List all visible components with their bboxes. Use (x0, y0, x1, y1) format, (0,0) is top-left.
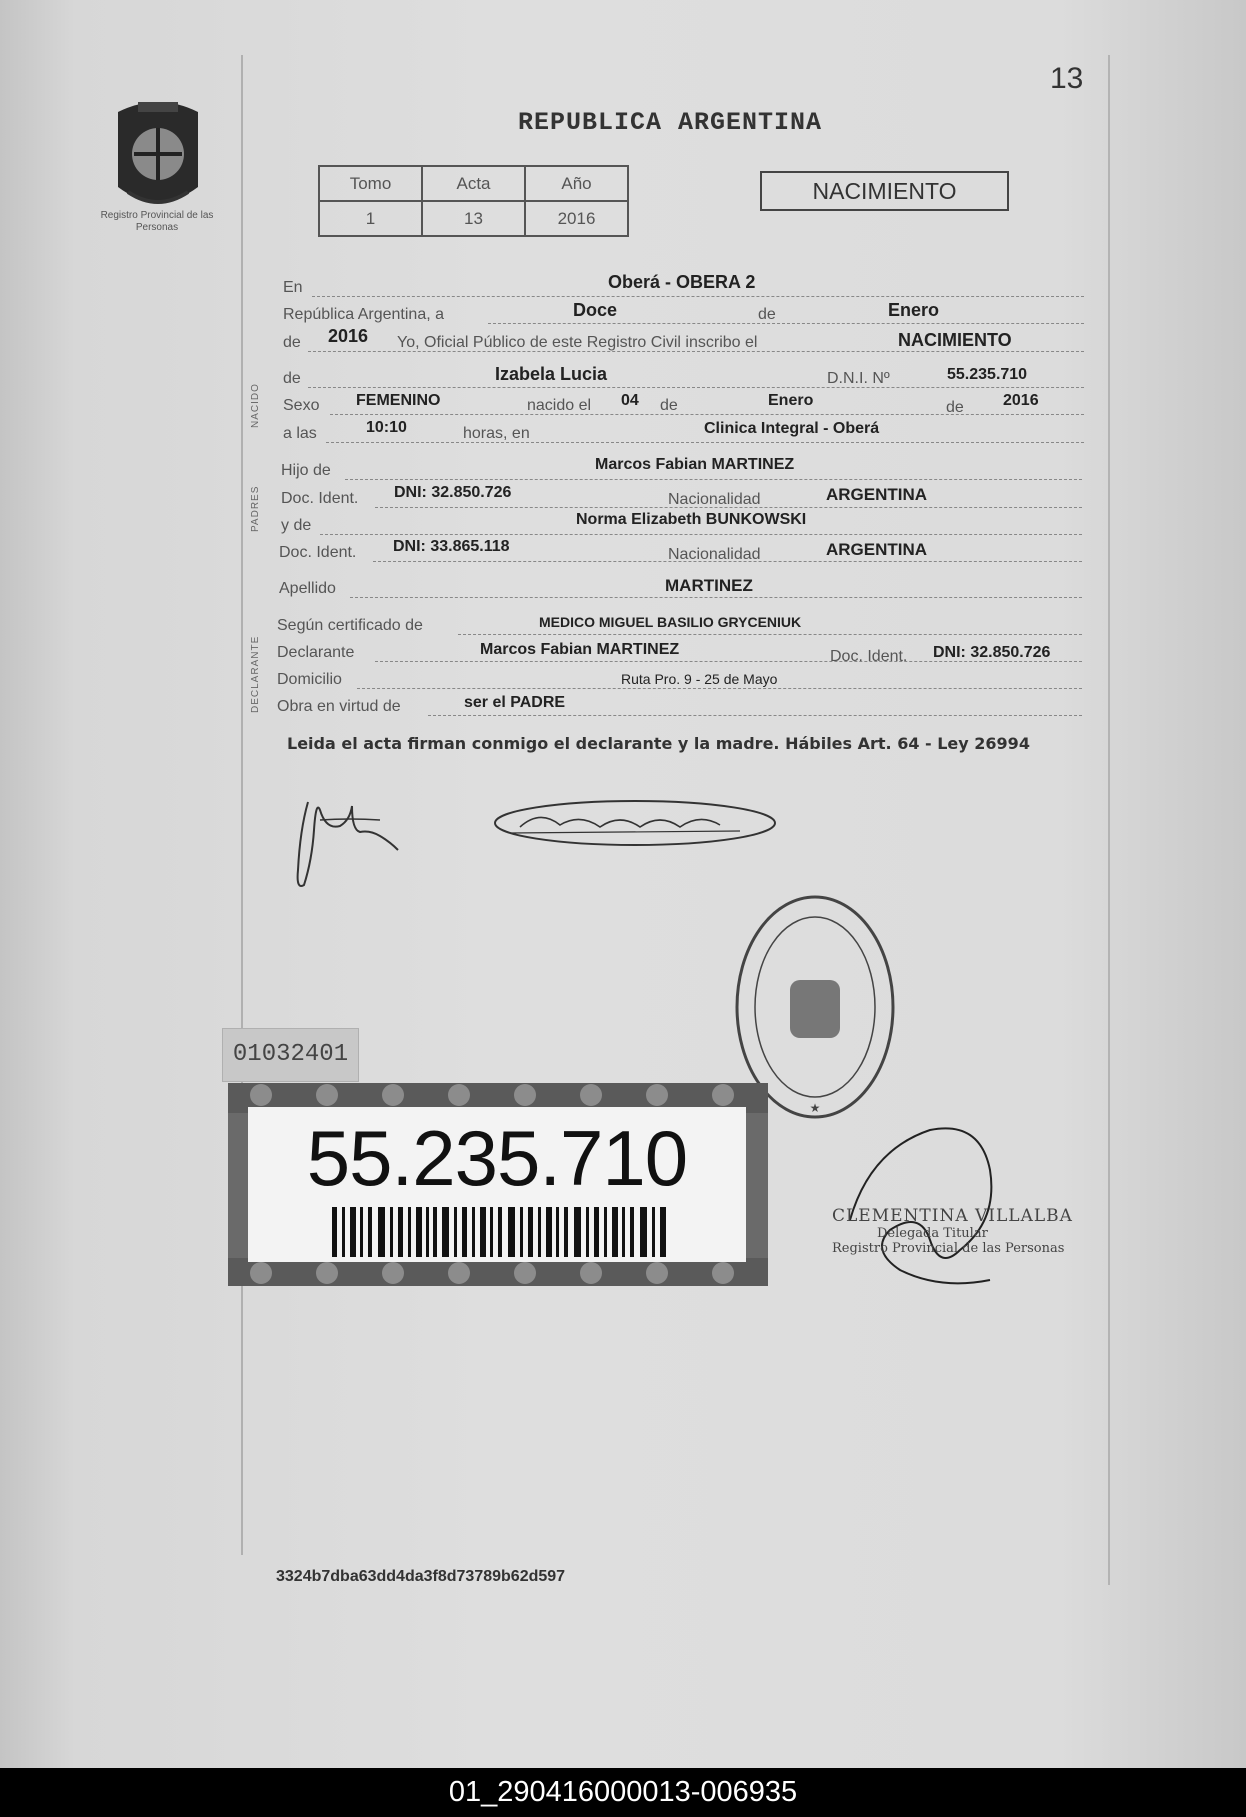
value-sexo: FEMENINO (356, 392, 441, 409)
value-apellido: MARTINEZ (665, 576, 753, 595)
value-lugar: Oberá - OBERA 2 (608, 272, 756, 292)
record-table (318, 165, 629, 237)
rule-domicilio (357, 688, 1082, 689)
record-header-anio: Año (525, 166, 628, 201)
side-label-padres: PADRES (250, 485, 261, 532)
left-margin-line (241, 55, 243, 1555)
label-de-anio: de (283, 334, 301, 351)
value-anio: 2016 (328, 326, 369, 346)
label-de-mes: de (758, 306, 776, 323)
svg-text:★: ★ (809, 1101, 821, 1115)
value-acto: NACIMIENTO (898, 330, 1012, 350)
side-label-nacido: NACIDO (250, 383, 261, 428)
document-title: REPUBLICA ARGENTINA (517, 108, 823, 137)
label-doc-ident-padre: Doc. Ident. (281, 490, 359, 507)
label-declarante: Declarante (277, 644, 355, 661)
record-value-acta: 13 (422, 201, 525, 236)
label-a-las: a las (283, 425, 317, 442)
value-lugar-nac: Clinica Integral - Oberá (704, 420, 880, 437)
value-madre-nac: ARGENTINA (826, 540, 928, 559)
value-nombre: Izabela Lucia (495, 364, 608, 384)
official-role: Delegada Titular (877, 1226, 988, 1241)
official-office: Registro Provincial de las Personas (832, 1241, 1065, 1256)
value-hora: 10:10 (366, 419, 407, 436)
record-value-tomo: 1 (319, 201, 422, 236)
label-de-dia: de (660, 397, 678, 414)
rule-nombre (308, 387, 1084, 388)
label-y-de: y de (281, 517, 312, 534)
value-declarante-dni: DNI: 32.850.726 (933, 644, 1051, 661)
value-padre: Marcos Fabian MARTINEZ (595, 456, 795, 473)
value-anio-nac: 2016 (1003, 392, 1039, 409)
official-block (832, 1206, 1073, 1256)
footer-file-id: 01_290416000013-006935 (0, 1768, 1246, 1817)
value-dni: 55.235.710 (947, 366, 1028, 383)
closing-statement: Leida el acta firman conmigo el declarante y la madre. Hábiles Art. 64 - Ley 26994 (287, 734, 1030, 753)
page-number: 13 (1050, 62, 1084, 95)
record-header-acta: Acta (422, 166, 525, 201)
label-nacido-el: nacido el (527, 397, 592, 414)
value-certificado: MEDICO MIGUEL BASILIO GRYCENIUK (539, 614, 802, 630)
label-dni: D.N.I. Nº (827, 370, 890, 387)
official-name: CLEMENTINA VILLALBA (832, 1206, 1073, 1226)
value-mes-nac: Enero (768, 392, 814, 409)
label-nacionalidad-padre: Nacionalidad (668, 491, 761, 508)
value-madre: Norma Elizabeth BUNKOWSKI (576, 511, 807, 528)
label-republica: República Argentina, a (283, 306, 444, 323)
rule-obra (428, 715, 1082, 716)
label-apellido: Apellido (279, 580, 336, 597)
record-type-box: NACIMIENTO (760, 171, 1009, 211)
side-label-declarante: DECLARANTE (250, 635, 261, 713)
signature-madre (490, 795, 780, 855)
rule-padre (345, 479, 1082, 480)
record-value-anio: 2016 (525, 201, 628, 236)
value-dia-texto: Doce (573, 300, 618, 320)
label-doc-ident-madre: Doc. Ident. (279, 544, 357, 561)
value-padre-dni: DNI: 32.850.726 (394, 484, 512, 501)
value-declarante: Marcos Fabian MARTINEZ (480, 641, 680, 658)
document-hash: 3324b7dba63dd4da3f8d73789b62d597 (276, 1568, 566, 1585)
rule-republica (488, 323, 1084, 324)
rule-madre (320, 534, 1082, 535)
signature-official (830, 1120, 1040, 1290)
label-domicilio: Domicilio (277, 671, 342, 688)
label-sexo: Sexo (283, 397, 320, 414)
value-domicilio: Ruta Pro. 9 - 25 de Mayo (621, 671, 778, 687)
label-de-anio2: de (946, 399, 964, 416)
dni-sticker (228, 1083, 768, 1286)
label-oficial: Yo, Oficial Público de este Registro Civil inscribo el (397, 334, 758, 351)
sticker-serial: 01032401 (222, 1028, 359, 1082)
rule-apellido (350, 597, 1082, 598)
right-margin-line (1108, 55, 1110, 1585)
label-segun: Según certificado de (277, 617, 423, 634)
label-hijo-de: Hijo de (281, 462, 331, 479)
value-madre-dni: DNI: 33.865.118 (393, 538, 510, 555)
value-obra: ser el PADRE (464, 694, 566, 711)
barcode (332, 1207, 672, 1257)
record-header-tomo: Tomo (319, 166, 422, 201)
label-de-nombre: de (283, 370, 301, 387)
label-nacionalidad-madre: Nacionalidad (668, 546, 761, 563)
dni-large-number: 55.235.710 (306, 1114, 688, 1202)
rule-hora (326, 442, 1084, 443)
rule-certificado (458, 634, 1082, 635)
rule-sexo (330, 414, 1084, 415)
rule-en (312, 296, 1084, 297)
label-doc-ident-decl: Doc. Ident. (830, 648, 908, 665)
seal-caption: Registro Provincial de las Personas (100, 210, 214, 233)
sticker-label (248, 1107, 746, 1262)
value-dia-nac: 04 (621, 392, 639, 409)
label-obra: Obra en virtud de (277, 698, 401, 715)
value-mes: Enero (888, 300, 940, 320)
label-en: En (283, 279, 303, 296)
value-padre-nac: ARGENTINA (826, 485, 928, 504)
label-horas-en: horas, en (463, 425, 530, 442)
signature-declarante (290, 790, 470, 900)
